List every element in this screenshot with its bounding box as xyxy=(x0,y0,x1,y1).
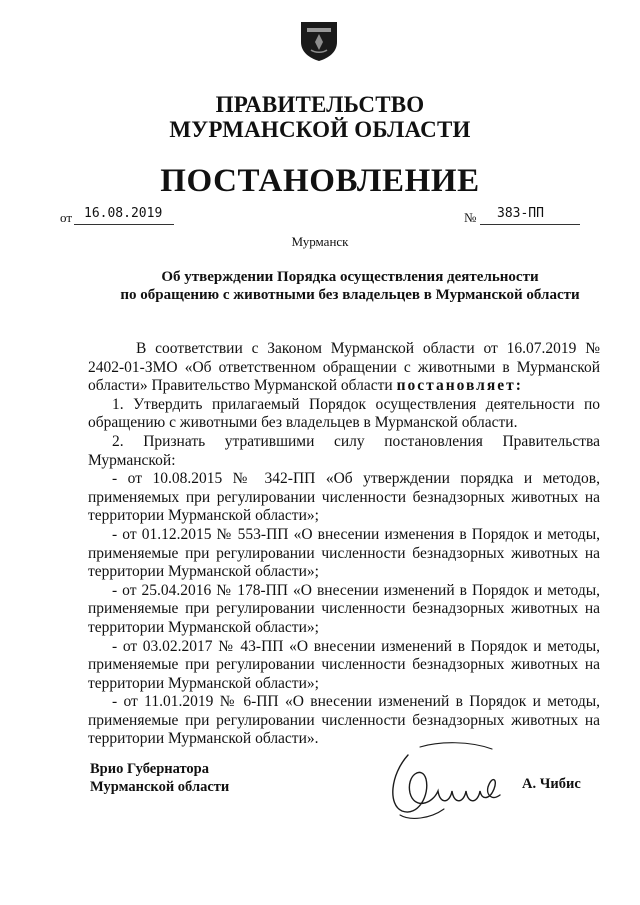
date-underline xyxy=(74,224,174,225)
government-line-2: МУРМАНСКОЙ ОБЛАСТИ xyxy=(169,117,471,142)
document-type: ПОСТАНОВЛЕНИЕ xyxy=(160,163,480,199)
document-number: 383-ПП xyxy=(497,206,544,221)
title-line-1: Об утверждении Порядка осуществления деятельности xyxy=(161,269,539,285)
sub-item-3: - от 25.04.2016 № 178-ПП «О внесении изменений в Порядок и методы, применяемые при регулировании численности безнадзорных животных на территории Мурманской области»; xyxy=(88,581,600,636)
handwritten-signature xyxy=(380,735,510,825)
document-title xyxy=(60,268,640,304)
document-date: 16.08.2019 xyxy=(84,206,163,221)
city: Мурманск xyxy=(291,234,349,249)
item-1: 1. Утвердить прилагаемый Порядок осуществления деятельности по обращению с животными без владельцев в Мурманской области. xyxy=(88,395,600,432)
intro-text: В соответствии с Законом Мурманской области от 16.07.2019 № 2402-01-ЗМО «Об ответственном обращении с животными в Мурманской области» Правительство Мурманской области xyxy=(88,340,600,395)
signatory-position xyxy=(90,760,229,796)
title-line-2: по обращению с животными без владельцев в Мурманской области xyxy=(120,287,580,303)
item-2: 2. Признать утратившими силу постановления Правительства Мурманской: xyxy=(88,432,600,469)
signatory-position-line-1: Врио Губернатора xyxy=(90,761,209,777)
sub-item-5: - от 11.01.2019 № 6-ПП «О внесении изменений в Порядок и методы, применяемые при регулировании численности безнадзорных животных на территории Мурманской области». xyxy=(88,693,600,748)
date-prefix: от xyxy=(60,210,73,225)
government-line-1: ПРАВИТЕЛЬСТВО xyxy=(215,92,425,117)
sub-item-2: - от 01.12.2015 № 553-ПП «О внесении изменения в Порядок и методы, применяемые при регулировании численности безнадзорных животных на территории Мурманской области»; xyxy=(88,525,600,581)
sub-item-1: - от 10.08.2015 № 342-ПП «Об утверждении порядка и методов, применяемых при регулировании численности безнадзорных животных на территории Мурманской области»; xyxy=(88,470,600,525)
intro-keyword: постановляет: xyxy=(396,377,523,395)
number-underline xyxy=(480,224,580,225)
signatory-position-line-2: Мурманской области xyxy=(90,779,230,795)
coat-of-arms-icon xyxy=(293,20,345,62)
sub-item-4: - от 03.02.2017 № 43-ПП «О внесении изменений в Порядок и методы, применяемые при регулировании численности безнадзорных животных на территории Мурманской области»; xyxy=(88,637,600,692)
intro-paragraph xyxy=(88,340,600,396)
signatory-name: А. Чибис xyxy=(522,776,581,792)
government-name xyxy=(0,92,640,142)
number-prefix: № xyxy=(464,210,477,225)
document-body xyxy=(88,340,600,749)
